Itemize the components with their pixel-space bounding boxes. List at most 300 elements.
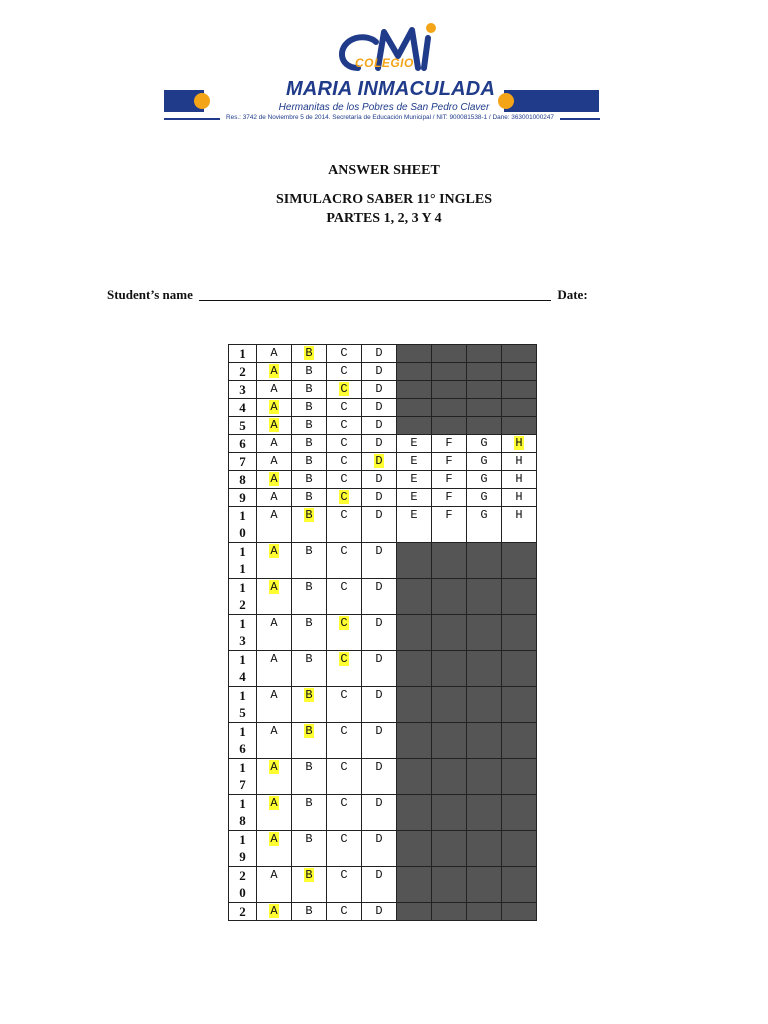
answer-option-letter: C xyxy=(340,472,348,486)
shaded-cell xyxy=(397,903,432,921)
answer-option[interactable] xyxy=(502,453,537,471)
answer-option-letter: E xyxy=(410,490,418,504)
answer-option[interactable] xyxy=(257,687,292,723)
answer-option[interactable] xyxy=(362,831,397,867)
answer-option[interactable] xyxy=(432,471,467,489)
answer-option-letter: B xyxy=(305,418,313,432)
answer-option-letter: D xyxy=(375,760,383,774)
answer-option[interactable] xyxy=(292,399,327,417)
answer-option[interactable] xyxy=(327,381,362,399)
question-number-digit: 3 xyxy=(239,633,246,648)
answer-option[interactable] xyxy=(257,399,292,417)
answer-option[interactable] xyxy=(292,795,327,831)
answer-option-letter: D xyxy=(375,400,383,414)
shaded-cell xyxy=(502,417,537,435)
answer-option-letter: B xyxy=(305,652,313,666)
shaded-cell xyxy=(432,831,467,867)
answer-option[interactable] xyxy=(327,867,362,903)
shaded-cell xyxy=(432,723,467,759)
answer-option[interactable] xyxy=(292,723,327,759)
shaded-cell xyxy=(467,903,502,921)
answer-option[interactable] xyxy=(327,507,362,543)
shaded-cell xyxy=(397,579,432,615)
question-number-digit: 7 xyxy=(239,777,246,792)
answer-option-letter: D xyxy=(375,580,383,594)
answer-option[interactable] xyxy=(432,435,467,453)
shaded-cell xyxy=(432,543,467,579)
answer-option[interactable] xyxy=(327,345,362,363)
answer-option[interactable] xyxy=(257,867,292,903)
answer-option[interactable] xyxy=(467,489,502,507)
answer-option[interactable] xyxy=(292,381,327,399)
answer-option-marked: B xyxy=(305,346,313,360)
answer-option-letter: A xyxy=(270,616,278,630)
answer-option[interactable] xyxy=(362,345,397,363)
answer-option-letter: B xyxy=(305,544,313,558)
answer-option-letter: A xyxy=(270,436,278,450)
question-number xyxy=(229,417,257,435)
answer-option-letter: C xyxy=(340,580,348,594)
answer-option-letter: A xyxy=(270,508,278,522)
answer-option-letter: F xyxy=(445,436,453,450)
shaded-cell xyxy=(432,867,467,903)
answer-option[interactable] xyxy=(327,471,362,489)
answer-option[interactable] xyxy=(292,579,327,615)
answer-option-letter: D xyxy=(375,472,383,486)
answer-option[interactable] xyxy=(362,615,397,651)
answer-option-letter: A xyxy=(270,724,278,738)
answer-option-letter: G xyxy=(480,436,488,450)
answer-option-letter: E xyxy=(410,508,418,522)
answer-option[interactable] xyxy=(362,867,397,903)
shaded-cell xyxy=(502,543,537,579)
question-number-digit: 1 xyxy=(239,561,246,576)
answer-option-letter: C xyxy=(340,832,348,846)
question-number-digit: 4 xyxy=(239,400,246,415)
shaded-cell xyxy=(397,363,432,381)
answer-option-letter: B xyxy=(305,580,313,594)
shaded-cell xyxy=(502,795,537,831)
question-number-digit: 1 xyxy=(239,760,246,775)
school-name: MARIA INMACULADA xyxy=(286,78,496,100)
answer-option-letter: C xyxy=(340,346,348,360)
shaded-cell xyxy=(502,381,537,399)
answer-option-letter: C xyxy=(340,454,348,468)
answer-option-marked: B xyxy=(305,688,313,702)
answer-option[interactable] xyxy=(432,489,467,507)
answer-option[interactable] xyxy=(397,453,432,471)
answer-option[interactable] xyxy=(292,363,327,381)
answer-option[interactable] xyxy=(257,903,292,921)
answer-option[interactable] xyxy=(327,723,362,759)
question-number xyxy=(229,615,257,651)
answer-option-letter: C xyxy=(340,724,348,738)
answer-option[interactable] xyxy=(257,507,292,543)
answer-option-letter: A xyxy=(270,652,278,666)
shaded-cell xyxy=(397,399,432,417)
answer-option-marked: A xyxy=(270,544,278,558)
answer-option[interactable] xyxy=(327,579,362,615)
shaded-cell xyxy=(432,795,467,831)
answer-option-letter: G xyxy=(480,508,488,522)
answer-option-marked: B xyxy=(305,508,313,522)
answer-option[interactable] xyxy=(292,417,327,435)
answer-option[interactable] xyxy=(257,615,292,651)
shaded-cell xyxy=(397,417,432,435)
answer-option[interactable] xyxy=(467,453,502,471)
answer-option-letter: H xyxy=(515,508,523,522)
answer-option-letter: D xyxy=(375,652,383,666)
answer-row xyxy=(229,687,537,723)
question-number xyxy=(229,381,257,399)
shaded-cell xyxy=(432,417,467,435)
answer-option[interactable] xyxy=(327,363,362,381)
answer-option-marked: D xyxy=(375,454,383,468)
question-number xyxy=(229,651,257,687)
answer-option-letter: D xyxy=(375,382,383,396)
shaded-cell xyxy=(467,867,502,903)
answer-option[interactable] xyxy=(327,543,362,579)
question-number xyxy=(229,579,257,615)
answer-row xyxy=(229,723,537,759)
answer-option[interactable] xyxy=(502,435,537,453)
answer-option-marked: C xyxy=(340,616,348,630)
answer-option[interactable] xyxy=(292,543,327,579)
question-number-digit: 1 xyxy=(239,796,246,811)
answer-option[interactable] xyxy=(502,489,537,507)
answer-option[interactable] xyxy=(257,453,292,471)
answer-option[interactable] xyxy=(292,651,327,687)
answer-option-letter: E xyxy=(410,472,418,486)
answer-row xyxy=(229,435,537,453)
answer-option[interactable] xyxy=(327,453,362,471)
answer-option[interactable] xyxy=(432,453,467,471)
answer-option-letter: G xyxy=(480,490,488,504)
answer-option-letter: E xyxy=(410,436,418,450)
answer-option[interactable] xyxy=(362,687,397,723)
answer-option[interactable] xyxy=(362,543,397,579)
answer-option[interactable] xyxy=(327,417,362,435)
question-number-digit: 1 xyxy=(239,616,246,631)
answer-option-letter: C xyxy=(340,904,348,918)
answer-option[interactable] xyxy=(292,435,327,453)
answer-option[interactable] xyxy=(502,507,537,543)
answer-option-marked: A xyxy=(270,418,278,432)
answer-option[interactable] xyxy=(362,435,397,453)
answer-row xyxy=(229,417,537,435)
header-band-right xyxy=(504,90,599,112)
question-number-digit: 7 xyxy=(239,454,246,469)
question-number xyxy=(229,471,257,489)
question-number xyxy=(229,687,257,723)
letterhead xyxy=(164,22,600,130)
answer-option-letter: B xyxy=(305,454,313,468)
question-number-digit: 8 xyxy=(239,472,246,487)
shaded-cell xyxy=(467,723,502,759)
answer-option-letter: F xyxy=(445,508,453,522)
answer-option-marked: H xyxy=(515,436,523,450)
shaded-cell xyxy=(432,687,467,723)
answer-option[interactable] xyxy=(292,759,327,795)
answer-row xyxy=(229,903,537,921)
answer-option[interactable] xyxy=(327,615,362,651)
question-number-digit: 6 xyxy=(239,436,246,451)
answer-option[interactable] xyxy=(362,399,397,417)
answer-option[interactable] xyxy=(292,345,327,363)
answer-option[interactable] xyxy=(292,687,327,723)
answer-grid xyxy=(228,344,537,921)
shaded-cell xyxy=(397,759,432,795)
question-number xyxy=(229,867,257,903)
answer-option[interactable] xyxy=(257,363,292,381)
answer-option[interactable] xyxy=(327,435,362,453)
resolution-text: Res.: 3742 de Noviembre 5 de 2014. Secretaría de Educación Municipal / NIT: 900081538-1 / Dane: 363001000247 xyxy=(220,114,560,121)
question-number-digit: 1 xyxy=(239,832,246,847)
answer-option[interactable] xyxy=(362,795,397,831)
answer-option[interactable] xyxy=(362,579,397,615)
answer-option[interactable] xyxy=(257,831,292,867)
answer-option[interactable] xyxy=(257,795,292,831)
answer-option-letter: B xyxy=(305,616,313,630)
answer-option[interactable] xyxy=(362,381,397,399)
answer-row xyxy=(229,795,537,831)
answer-option-letter: F xyxy=(445,472,453,486)
answer-row xyxy=(229,381,537,399)
answer-row xyxy=(229,831,537,867)
answer-option[interactable] xyxy=(257,435,292,453)
answer-row xyxy=(229,471,537,489)
answer-option-letter: D xyxy=(375,724,383,738)
colegio-label: COLEGIO xyxy=(355,56,414,70)
shaded-cell xyxy=(397,831,432,867)
answer-option[interactable] xyxy=(362,903,397,921)
answer-option[interactable] xyxy=(467,471,502,489)
question-number-digit: 5 xyxy=(239,418,246,433)
answer-option-letter: D xyxy=(375,904,383,918)
answer-option[interactable] xyxy=(327,795,362,831)
answer-option[interactable] xyxy=(327,831,362,867)
answer-option[interactable] xyxy=(327,903,362,921)
answer-option-letter: D xyxy=(375,868,383,882)
answer-row xyxy=(229,453,537,471)
answer-option[interactable] xyxy=(257,543,292,579)
question-number-digit: 0 xyxy=(239,525,246,540)
answer-option-marked: C xyxy=(340,382,348,396)
shaded-cell xyxy=(502,831,537,867)
answer-option-marked: C xyxy=(340,652,348,666)
answer-option[interactable] xyxy=(257,489,292,507)
answer-option-letter: B xyxy=(305,364,313,378)
question-number xyxy=(229,453,257,471)
answer-option[interactable] xyxy=(327,399,362,417)
answer-option[interactable] xyxy=(467,507,502,543)
shaded-cell xyxy=(467,615,502,651)
shaded-cell xyxy=(502,579,537,615)
answer-option[interactable] xyxy=(362,759,397,795)
answer-option-marked: A xyxy=(270,400,278,414)
answer-option[interactable] xyxy=(397,489,432,507)
shaded-cell xyxy=(502,903,537,921)
shaded-cell xyxy=(467,795,502,831)
question-number xyxy=(229,759,257,795)
answer-option-letter: C xyxy=(340,400,348,414)
answer-option-marked: A xyxy=(270,472,278,486)
shaded-cell xyxy=(397,381,432,399)
shaded-cell xyxy=(502,363,537,381)
answer-option[interactable] xyxy=(257,759,292,795)
answer-option[interactable] xyxy=(292,615,327,651)
answer-option-letter: C xyxy=(340,418,348,432)
answer-option[interactable] xyxy=(362,453,397,471)
answer-row xyxy=(229,615,537,651)
answer-option-marked: A xyxy=(270,796,278,810)
exam-parts: PARTES 1, 2, 3 Y 4 xyxy=(326,211,442,226)
answer-option-letter: H xyxy=(515,490,523,504)
answer-option[interactable] xyxy=(362,507,397,543)
student-info-row xyxy=(107,287,607,303)
answer-option-marked: B xyxy=(305,724,313,738)
answer-option[interactable] xyxy=(292,867,327,903)
question-number-digit: 2 xyxy=(239,597,246,612)
answer-option[interactable] xyxy=(467,435,502,453)
answer-row xyxy=(229,579,537,615)
question-number xyxy=(229,903,257,921)
answer-option-letter: C xyxy=(340,760,348,774)
answer-option[interactable] xyxy=(292,453,327,471)
shaded-cell xyxy=(502,759,537,795)
answer-option-letter: B xyxy=(305,400,313,414)
answer-option-letter: B xyxy=(305,832,313,846)
shaded-cell xyxy=(397,651,432,687)
shaded-cell xyxy=(432,579,467,615)
question-number-digit: 8 xyxy=(239,813,246,828)
answer-option[interactable] xyxy=(257,471,292,489)
answer-option[interactable] xyxy=(327,651,362,687)
answer-option-letter: G xyxy=(480,454,488,468)
answer-option[interactable] xyxy=(257,417,292,435)
question-number xyxy=(229,489,257,507)
answer-option[interactable] xyxy=(327,489,362,507)
shaded-cell xyxy=(397,795,432,831)
answer-option[interactable] xyxy=(257,651,292,687)
answer-option[interactable] xyxy=(257,723,292,759)
shaded-cell xyxy=(502,399,537,417)
shaded-cell xyxy=(467,417,502,435)
question-number-digit: 1 xyxy=(239,652,246,667)
answer-option[interactable] xyxy=(362,723,397,759)
answer-option[interactable] xyxy=(362,471,397,489)
answer-row xyxy=(229,867,537,903)
shaded-cell xyxy=(397,345,432,363)
answer-row xyxy=(229,399,537,417)
answer-option-letter: F xyxy=(445,490,453,504)
answer-option-marked: A xyxy=(270,832,278,846)
shaded-cell xyxy=(432,363,467,381)
question-number xyxy=(229,831,257,867)
shaded-cell xyxy=(467,651,502,687)
answer-option[interactable] xyxy=(292,831,327,867)
answer-option-letter: E xyxy=(410,454,418,468)
answer-option[interactable] xyxy=(432,507,467,543)
answer-option-letter: B xyxy=(305,796,313,810)
answer-option[interactable] xyxy=(292,903,327,921)
answer-option-letter: D xyxy=(375,418,383,432)
answer-option-letter: A xyxy=(270,382,278,396)
answer-option[interactable] xyxy=(362,363,397,381)
shaded-cell xyxy=(432,651,467,687)
shaded-cell xyxy=(397,723,432,759)
answer-option[interactable] xyxy=(362,489,397,507)
answer-option-letter: C xyxy=(340,868,348,882)
question-number xyxy=(229,723,257,759)
answer-option[interactable] xyxy=(362,651,397,687)
answer-option[interactable] xyxy=(292,489,327,507)
answer-option[interactable] xyxy=(327,687,362,723)
shaded-cell xyxy=(432,345,467,363)
shaded-cell xyxy=(467,399,502,417)
question-number xyxy=(229,435,257,453)
question-number-digit: 1 xyxy=(239,544,246,559)
answer-option[interactable] xyxy=(362,417,397,435)
question-number xyxy=(229,399,257,417)
question-number-digit: 3 xyxy=(239,382,246,397)
answer-row xyxy=(229,489,537,507)
shaded-cell xyxy=(467,543,502,579)
answer-option[interactable] xyxy=(397,435,432,453)
answer-option[interactable] xyxy=(397,471,432,489)
answer-option-letter: D xyxy=(375,346,383,360)
answer-option-marked: A xyxy=(270,364,278,378)
answer-option-letter: D xyxy=(375,436,383,450)
answer-option[interactable] xyxy=(502,471,537,489)
question-number-digit: 0 xyxy=(239,885,246,900)
answer-option-letter: B xyxy=(305,760,313,774)
answer-option-marked: C xyxy=(340,490,348,504)
answer-option[interactable] xyxy=(292,471,327,489)
answer-row xyxy=(229,363,537,381)
question-number-digit: 1 xyxy=(239,724,246,739)
answer-option[interactable] xyxy=(257,345,292,363)
question-number xyxy=(229,543,257,579)
shaded-cell xyxy=(467,687,502,723)
student-name-line[interactable] xyxy=(199,300,551,301)
student-name-label: Student’s name xyxy=(107,287,193,302)
answer-option-letter: C xyxy=(340,436,348,450)
answer-option-letter: C xyxy=(340,688,348,702)
question-number-digit: 5 xyxy=(239,705,246,720)
answer-row xyxy=(229,759,537,795)
answer-option-letter: C xyxy=(340,544,348,558)
answer-option-letter: A xyxy=(270,346,278,360)
question-number-digit: 2 xyxy=(239,364,246,379)
answer-option[interactable] xyxy=(292,507,327,543)
answer-option-letter: B xyxy=(305,490,313,504)
question-number-digit: 1 xyxy=(239,346,246,361)
shaded-cell xyxy=(467,579,502,615)
answer-option[interactable] xyxy=(257,381,292,399)
answer-option[interactable] xyxy=(257,579,292,615)
shaded-cell xyxy=(432,399,467,417)
answer-option-letter: B xyxy=(305,904,313,918)
answer-row xyxy=(229,651,537,687)
answer-option[interactable] xyxy=(397,507,432,543)
header-band-left xyxy=(164,90,204,112)
answer-option-letter: B xyxy=(305,382,313,396)
question-number-digit: 1 xyxy=(239,508,246,523)
shaded-cell xyxy=(432,381,467,399)
shaded-cell xyxy=(467,831,502,867)
answer-option[interactable] xyxy=(327,759,362,795)
